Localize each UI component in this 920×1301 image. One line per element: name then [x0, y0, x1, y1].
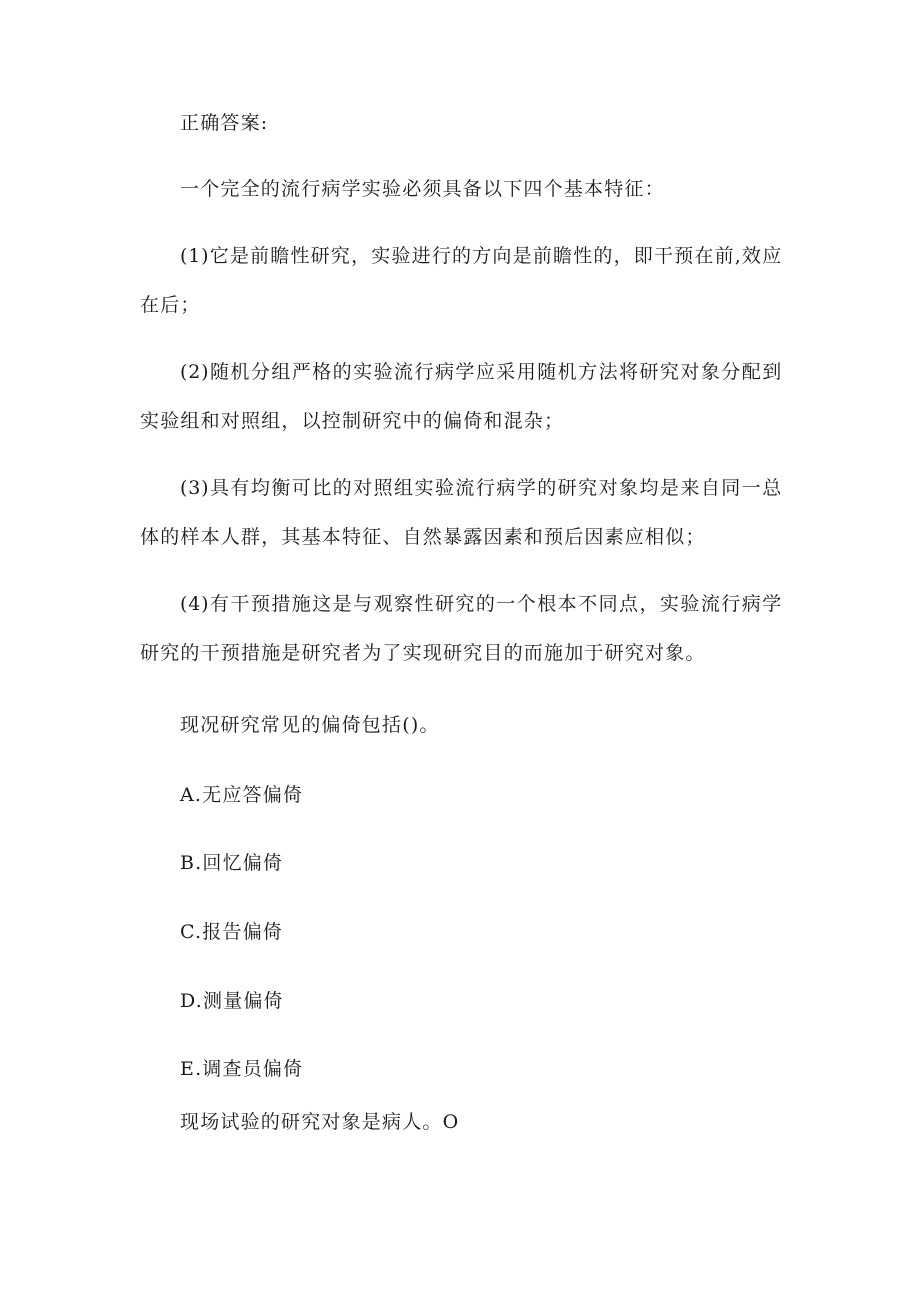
- feature-2-line-2: 实验组和对照组，以控制研究中的偏倚和混杂；: [140, 410, 565, 432]
- question-1-option-d: D.测量偏倚: [180, 990, 284, 1012]
- question-1-stem: 现况研究常见的偏倚包括()。: [180, 714, 440, 736]
- feature-4-line-2: 研究的干预措施是研究者为了实现研究目的而施加于研究对象。: [140, 642, 706, 664]
- intro-paragraph: 一个完全的流行病学实验必须具备以下四个基本特征：: [180, 178, 665, 200]
- question-2-stem: 现场试验的研究对象是病人。O: [180, 1111, 460, 1133]
- feature-2-line-1: (2)随机分组严格的实验流行病学应采用随机方法将研究对象分配到: [180, 361, 782, 383]
- feature-4-line-1: (4)有干预措施这是与观察性研究的一个根本不同点，实验流行病学: [180, 593, 782, 615]
- feature-3-line-1: (3)具有均衡可比的对照组实验流行病学的研究对象均是来自同一总: [180, 477, 782, 499]
- question-1-option-e: E.调查员偏倚: [180, 1058, 304, 1080]
- question-1-option-c: C.报告偏倚: [180, 921, 284, 943]
- question-1-option-a: A.无应答偏倚: [180, 784, 304, 806]
- feature-1-line-1: (1)它是前瞻性研究，实验进行的方向是前瞻性的，即干预在前,效应: [180, 245, 782, 267]
- feature-1-line-2: 在后；: [140, 294, 201, 316]
- question-1-option-b: B.回忆偏倚: [180, 852, 284, 874]
- feature-3-line-2: 体的样本人群，其基本特征、自然暴露因素和预后因素应相似；: [140, 526, 706, 548]
- answer-heading: 正确答案:: [180, 112, 269, 134]
